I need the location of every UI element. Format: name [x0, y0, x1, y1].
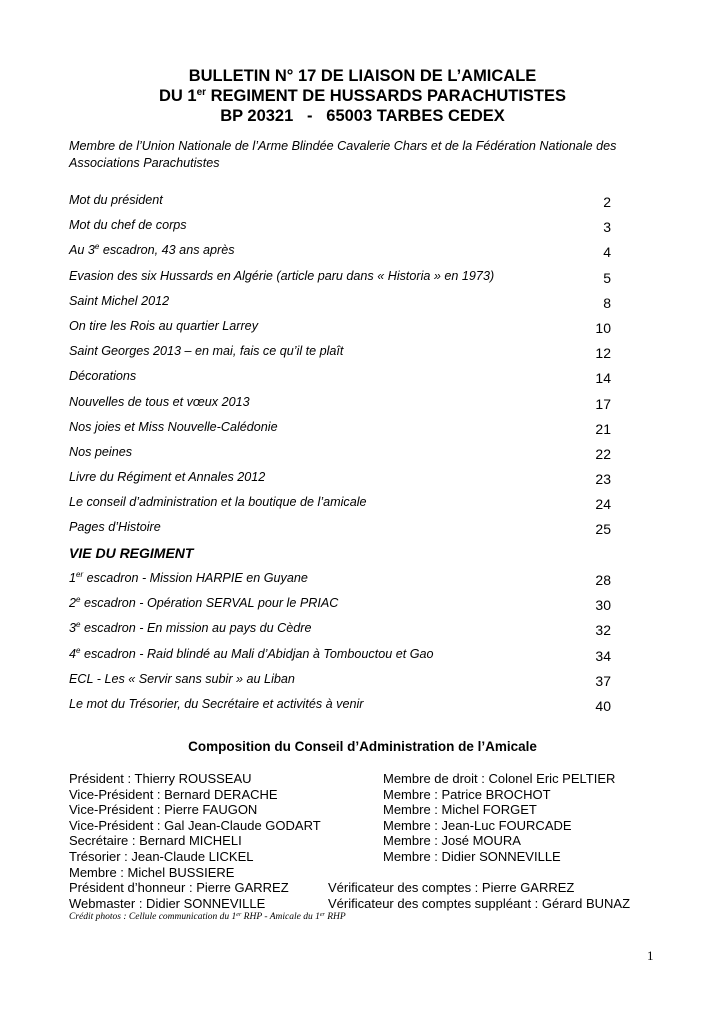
council-member: Vérificateur des comptes suppléant : Gérard BUNAZ: [328, 895, 631, 911]
credit-sup-2: er: [319, 912, 325, 918]
council-member: Webmaster : Didier SONNEVILLE: [69, 895, 266, 911]
toc-page: 22: [595, 445, 611, 462]
toc-title-post: escadron - Opération SERVAL pour le PRIAC: [80, 596, 339, 611]
toc-title: Le conseil d’administration et la boutique de l’amicale: [69, 495, 367, 510]
toc-title: Evasion des six Hussards en Algérie (article paru dans « Historia » en 1973): [69, 268, 495, 283]
toc-title: ECL - Les « Servir sans subir » au Liban: [69, 671, 295, 686]
credit-sup-1: er: [236, 912, 242, 918]
toc-title-post: escadron - Raid blindé au Mali d’Abidjan à Tombouctou et Gao: [80, 646, 434, 661]
toc-title: Pages d’Histoire: [69, 520, 161, 535]
council-member: Membre : Didier SONNEVILLE: [383, 848, 561, 864]
toc-row: [69, 570, 611, 595]
photo-credit: [69, 911, 346, 923]
toc-title-sup: e: [76, 645, 81, 655]
toc-title: Nos joies et Miss Nouvelle-Calédonie: [69, 419, 278, 434]
council-member: Président : Thierry ROUSSEAU: [69, 771, 252, 786]
toc-page: 21: [595, 420, 611, 437]
toc-page: 28: [595, 572, 611, 588]
toc-row: [69, 444, 611, 469]
toc-page: 24: [595, 496, 611, 513]
toc-title: [69, 646, 434, 662]
council-member: Vice-Président : Pierre FAUGON: [69, 802, 258, 818]
toc-title: [69, 595, 338, 611]
toc-title: Mot du chef de corps: [69, 218, 187, 233]
toc-row: [69, 646, 611, 671]
toc-title: Mot du président: [69, 193, 163, 207]
toc-row: [69, 620, 611, 645]
toc-row: [69, 696, 611, 721]
toc-title: On tire les Rois au quartier Larrey: [69, 318, 258, 333]
toc-row: [69, 419, 611, 444]
council-member: Vice-Président : Bernard DERACHE: [69, 786, 278, 802]
toc-title: [69, 570, 308, 586]
regiment-contents: [69, 570, 611, 721]
toc-title-pre: 4: [69, 646, 77, 661]
header-line-2-post: REGIMENT DE HUSSARDS PARACHUTISTES: [206, 87, 567, 105]
toc-title-post: escadron, 43 ans après: [99, 243, 235, 258]
toc-row: [69, 242, 611, 267]
council-line: [69, 880, 669, 896]
toc-row: [69, 519, 611, 544]
toc-page: 30: [595, 597, 611, 614]
header-line-2: [0, 86, 725, 106]
table-of-contents: [69, 192, 611, 545]
toc-title: Nouvelles de tous et vœux 2013: [69, 394, 250, 409]
toc-page: 37: [595, 672, 611, 689]
toc-row: [69, 268, 611, 293]
toc-row: [69, 217, 611, 242]
toc-row: [69, 595, 611, 620]
toc-title: Livre du Régiment et Annales 2012: [69, 470, 266, 485]
toc-page: 14: [595, 370, 611, 387]
header-line-3: BP 20321 - 65003 TARBES CEDEX: [220, 107, 505, 125]
toc-title-sup: e: [76, 595, 81, 605]
toc-row: [69, 318, 611, 343]
credit-post: RHP: [324, 912, 346, 922]
toc-page: 25: [595, 521, 611, 538]
toc-title-pre: 2: [69, 596, 77, 611]
header-line-2-pre: DU 1: [158, 87, 197, 105]
council-member: Membre : Patrice BROCHOT: [383, 786, 551, 802]
toc-title: [69, 242, 235, 258]
council-member: Président d’honneur : Pierre GARREZ: [69, 880, 289, 895]
credit-mid: RHP - Amicale du 1: [241, 912, 320, 922]
toc-title: [69, 620, 311, 636]
toc-title-sup: e: [94, 242, 100, 252]
council-member: Membre : Jean-Luc FOURCADE: [383, 817, 572, 833]
toc-row: [69, 192, 611, 217]
council-title: Composition du Conseil d’Administration de l’Amicale: [188, 739, 537, 754]
credit-pre: Crédit photos : Cellule communication du 1: [69, 912, 237, 922]
toc-title-sup: er: [76, 570, 84, 579]
toc-title-post: escadron - Mission HARPIE en Guyane: [83, 571, 308, 585]
document-header: [0, 66, 725, 126]
toc-page: 10: [595, 319, 611, 336]
toc-title: Saint Michel 2012: [69, 293, 170, 308]
toc-row: [69, 293, 611, 318]
council-member: Membre de droit : Colonel Eric PELTIER: [383, 771, 616, 786]
toc-page: 32: [595, 622, 611, 639]
toc-page: 5: [603, 269, 611, 286]
toc-page: 2: [603, 194, 611, 210]
toc-title: Décorations: [69, 369, 137, 384]
toc-title-pre: Au 3: [69, 243, 95, 258]
council-member: Trésorier : Jean-Claude LICKEL: [69, 848, 254, 864]
toc-title: Le mot du Trésorier, du Secrétaire et activités à venir: [69, 696, 364, 711]
toc-row: [69, 494, 611, 519]
toc-row: [69, 394, 611, 419]
council-member: Membre : José MOURA: [383, 833, 521, 849]
council-left-column: [69, 771, 321, 880]
header-line-2-sup: er: [196, 87, 207, 98]
toc-title-sup: e: [76, 620, 81, 630]
toc-page: 8: [603, 294, 611, 311]
toc-row: [69, 671, 611, 696]
toc-page: 4: [603, 244, 611, 261]
toc-title-pre: 3: [69, 621, 77, 636]
toc-title: Saint Georges 2013 – en mai, fais ce qu’il te plaît: [69, 344, 344, 359]
toc-page: 17: [595, 395, 611, 412]
council-line: [69, 896, 669, 912]
toc-row: [69, 368, 611, 393]
council-right-column: [383, 771, 615, 865]
council-member: Vice-Président : Gal Jean-Claude GODART: [69, 817, 321, 833]
toc-row: [69, 469, 611, 494]
intro-text: Membre de l’Union Nationale de l’Arme Blindée Cavalerie Chars et de la Fédération Nationale des Associations Parachutistes: [69, 139, 617, 170]
council-member: Vérificateur des comptes : Pierre GARREZ: [328, 880, 575, 895]
toc-page: 3: [603, 219, 611, 236]
toc-page: 34: [595, 647, 611, 664]
council-bottom-lines: [69, 880, 669, 911]
toc-title-pre: 1: [69, 571, 77, 585]
toc-row: [69, 343, 611, 368]
toc-title: Nos peines: [69, 444, 133, 459]
toc-page: 12: [595, 345, 611, 362]
council-member: Secrétaire : Bernard MICHELI: [69, 833, 242, 849]
section-title: VIE DU REGIMENT: [69, 545, 194, 561]
council-member: Membre : Michel FORGET: [383, 802, 537, 818]
toc-page: 40: [595, 697, 611, 714]
toc-page: 23: [595, 471, 611, 488]
header-line-1: BULLETIN N° 17 DE LIAISON DE L’AMICALE: [188, 67, 537, 85]
council-member: Membre : Michel BUSSIERE: [69, 864, 235, 880]
toc-title-post: escadron - En mission au pays du Cèdre: [80, 621, 312, 636]
page-number: 1: [647, 948, 654, 963]
